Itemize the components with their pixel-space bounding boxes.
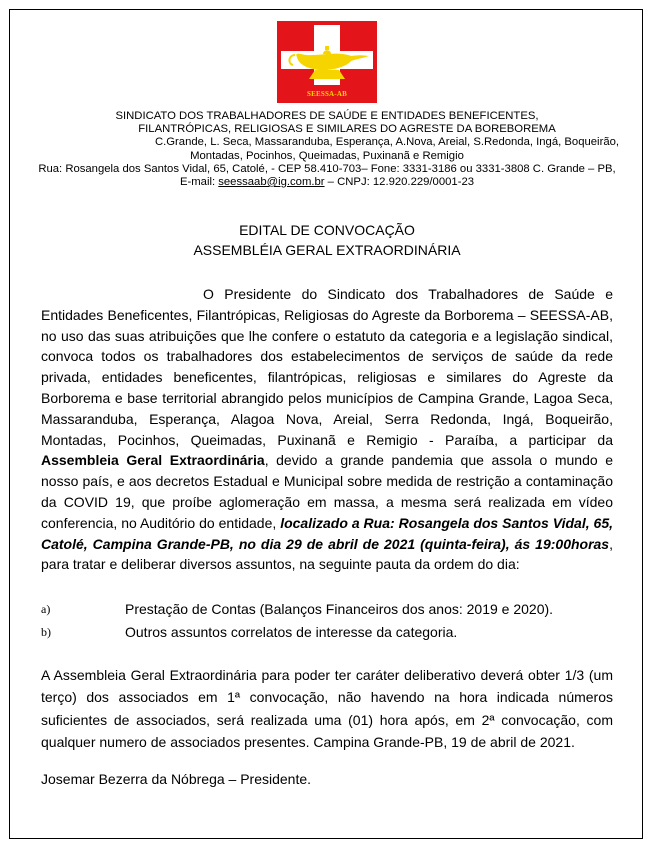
location-date-emphasis: localizado a Rua: Rosangela dos Santos Vidal, 65, Catolé, Campina Grande-PB, no dia 29 de abril de 2021 (quinta-feira), ás 19:00horas: [41, 514, 613, 552]
document-subtitle: ASSEMBLÉIA GERAL EXTRAORDINÁRIA: [193, 242, 461, 258]
agenda-text: Prestação de Contas (Balanços Financeiros dos anos: 2019 e 2020).: [125, 601, 554, 617]
contact-line: E-mail: seessaab@ig.com.br – CNPJ: 12.920.229/0001-23: [179, 176, 475, 189]
letterhead: [20, 110, 634, 189]
assembly-emphasis: Assembleia Geral Extraordinária: [41, 452, 265, 469]
cities-line2: Montadas, Pocinhos, Queimadas, Puxinanã e Remigio: [190, 149, 464, 162]
signature-line: Josemar Bezerra da Nóbrega – Presidente.: [41, 771, 312, 787]
union-name-line2: FILANTRÓPICAS, RELIGIOSAS E SIMILARES DO AGRESTE DA BOREBOREMA: [138, 123, 556, 136]
union-name-line1: SINDICATO DOS TRABALHADORES DE SAÚDE E ENTIDADES BENEFICENTES,: [115, 110, 539, 122]
agenda-marker: b): [41, 625, 51, 639]
agenda-marker: a): [41, 602, 51, 616]
email-link[interactable]: seessaab@ig.com.br: [218, 176, 325, 189]
closing-paragraph: A Assembleia Geral Extraordinária para poder ter caráter deliberativo deverá obter 1/3 (um terço) dos associados em 1ª convocação, não havendo na hora indicada números suficientes de associados, será realizada uma (01) hora após, em 2ª convocação, com qualquer numero de associados presentes. Campina Grande-PB, 19 de abril de 2021.: [41, 667, 613, 751]
address-line: Rua: Rosangela dos Santos Vidal, 65, Catolé, - CEP 58.410-703– Fone: 3331-3186 ou 3331-3808 C. Grande – PB,: [38, 162, 616, 175]
seessa-logo: [277, 21, 377, 103]
convocation-paragraph: O Presidente do Sindicato dos Trabalhadores de Saúde e Entidades Beneficentes, Filantrópicas, Religiosas do Agreste da Borborema – SEESSA-AB, no uso das suas atribuições que lhe confere o estatuto da categoria e a legislação sindical, convoca todos os trabalhadores dos estabelecimentos de serviços de saúde da rede privada, entidades beneficentes, filantrópicas, religiosas e similares do Agreste da Borborema e base territorial abrangido pelos municípios de Campina Grande, Lagoa Seca, Massaranduba, Esperança, Alagoa Nova, Areial, Serra Redonda, Ingá, Boqueirão, Montadas, Pocinhos, Queimadas, Puxinanã e Remigio - Paraíba, a participar da Assembleia Geral Extraordinária, devido a grande pandemia que assola o mundo e nosso país, e aos decretos Estadual e Municipal sobre medida de restrição a contaminação da COVID 19, que proíbe aglomeração em massa, a mesma será realizada em vídeo conferencia, no Auditório do entidade, localizado a Rua: Rosangela dos Santos Vidal, 65, Catolé, Campina Grande-PB, no dia 29 de abril de 2021 (quinta-feira), ás 19:00horas, para tratar e deliberar diversos assuntos, na seguinte pauta da ordem do dia:: [41, 286, 613, 573]
cities-line1: C.Grande, L. Seca, Massaranduba, Esperança, A.Nova, Areial, S.Redonda, Ingá, Boqueirão,: [154, 136, 620, 149]
logo-text: SEESSA-AB: [307, 90, 347, 98]
document-titles: [0, 220, 654, 260]
agenda-text: Outros assuntos correlatos de interesse da categoria.: [125, 624, 458, 640]
document-title: EDITAL DE CONVOCAÇÃO: [239, 222, 415, 238]
